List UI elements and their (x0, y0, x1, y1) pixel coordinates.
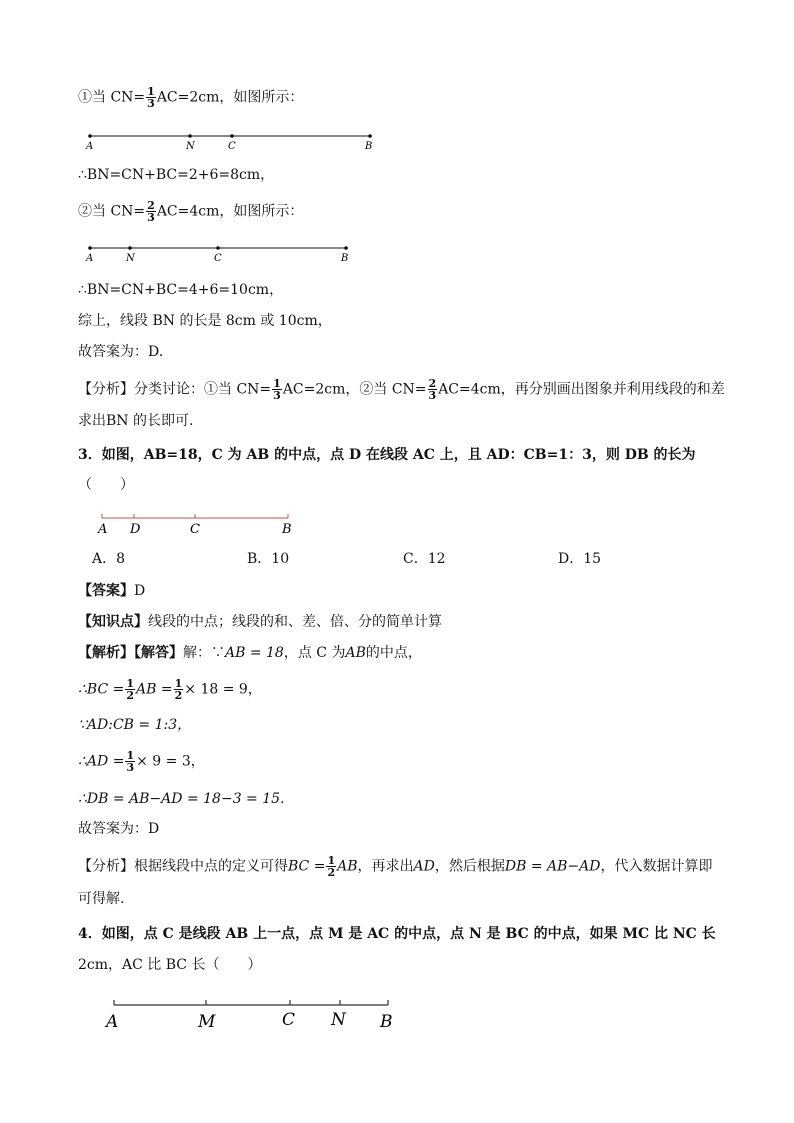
q3-analysis-line2: 可得解. (78, 891, 125, 907)
analysis2-line1 (78, 378, 725, 401)
case1-segment-figure (80, 124, 380, 154)
q4-segment-figure (100, 996, 400, 1036)
q3-final: 故答案为：D (78, 821, 160, 837)
analysis2-fraction2: $\frac{2}{3}$ (428, 377, 437, 402)
case1-label: ①当 CN= (78, 89, 146, 106)
q3-solution-intro: 【解析】【解答】解：∵AB = 18，点 C 为AB的中点， (78, 645, 422, 661)
q3-option-a[interactable]: A．8 (92, 551, 126, 567)
q3-step2: ∵AD:CB = 1:3， (78, 717, 192, 733)
q3-answer-tag: 【答案】 (78, 583, 134, 599)
q3-option-c[interactable]: C．12 (403, 551, 446, 567)
case1-label-a: A (86, 141, 94, 152)
case2-rest: AC=4cm，如图所示： (156, 203, 304, 220)
analysis2-line2: 求出BN 的长即可. (78, 413, 194, 429)
case1-point-b (368, 134, 372, 138)
q3-knowledge-tag: 【知识点】 (78, 614, 148, 630)
case1-fraction: $\frac{1}{3}$ (147, 85, 155, 110)
case2-label-n: N (126, 253, 135, 264)
q3-option-d[interactable]: D．15 (558, 551, 602, 567)
case1-label-b: B (365, 141, 373, 152)
q3-stem: 3．如图，AB=18，C 为 AB 的中点，点 D 在线段 AC 上，且 AD：CB=1：3，则 DB 的长为 (78, 447, 696, 463)
q3-label-c: C (190, 522, 200, 537)
case1-result: ∴BN=CN+BC=2+6=8cm， (78, 167, 275, 183)
q4-label-a: A (106, 1012, 119, 1032)
analysis2-fraction1: $\frac{1}{3}$ (273, 377, 281, 402)
q3-knowledge-text: 线段的中点；线段的和、差、倍、分的简单计算 (148, 614, 442, 630)
answer2-text: 故答案为：D. (78, 344, 164, 360)
q3-segment-figure (92, 510, 302, 540)
case1-point-a (88, 134, 92, 138)
analysis2-mid: AC=2cm，②当 CN= (282, 381, 427, 398)
q3-step4: ∴DB = AB−AD = 18−3 = 15. (78, 791, 285, 807)
q4-label-m: M (198, 1012, 216, 1032)
q3-step1: ∴BC = $\frac{1}{2}$ AB = $\frac{1}{2}$ × 18 = 9， (78, 677, 262, 702)
case2-fraction: $\frac{2}{3}$ (147, 199, 155, 224)
q3-paren: （ ） (78, 477, 134, 493)
case1-point-n (188, 134, 192, 138)
case2-label-c: C (214, 253, 222, 264)
case1-label-c: C (228, 141, 236, 152)
q3-label-d: D (130, 522, 141, 537)
q4-line2: 2cm，AC 比 BC 长（ ） (78, 957, 262, 973)
case2-label: ②当 CN= (78, 203, 146, 220)
q4-label-b: B (380, 1012, 393, 1032)
case2-label-b: B (341, 253, 349, 264)
case2-statement (78, 200, 303, 223)
q3-answer-value: D (134, 583, 146, 599)
q3-label-a: A (98, 522, 108, 537)
q4-label-c: C (282, 1010, 296, 1030)
q3-knowledge (78, 613, 442, 631)
case1-label-n: N (186, 141, 195, 152)
case2-point-b (344, 246, 348, 250)
case2-label-a: A (86, 253, 94, 264)
case2-segment-figure (80, 236, 360, 266)
case2-point-n (128, 246, 132, 250)
summary-text: 综上，线段 BN 的长是 8cm 或 10cm， (78, 313, 332, 329)
q3-step3: ∴AD = $\frac{1}{3}$ × 9 = 3， (78, 749, 205, 774)
case2-point-a (88, 246, 92, 250)
q4-line1: 4．如图，点 C 是线段 AB 上一点，点 M 是 AC 的中点，点 N 是 BC 的中点，如果 MC 比 NC 长 (78, 926, 716, 942)
q3-analysis-line1: 【分析】根据线段中点的定义可得BC = $\frac{1}{2}$ AB，再求出AD，然后根据DB = AB−AD，代入数据计算即 (78, 854, 713, 879)
q3-solution-tag: 【解析】【解答】 (78, 645, 183, 661)
case2-point-c (216, 246, 220, 250)
case1-point-c (230, 134, 234, 138)
q4-label-n: N (331, 1010, 346, 1030)
case1-rest: AC=2cm，如图所示： (156, 89, 304, 106)
q3-label-b: B (282, 522, 292, 537)
case2-result: ∴BN=CN+BC=4+6=10cm， (78, 282, 284, 298)
q3-option-b[interactable]: B．10 (247, 551, 290, 567)
analysis2-suffix: AC=4cm，再分别画出图象并利用线段的和差 (438, 381, 725, 398)
q3-answer (78, 582, 145, 600)
analysis2-prefix: 【分析】分类讨论：①当 CN= (78, 381, 272, 398)
case1-statement (78, 86, 303, 109)
